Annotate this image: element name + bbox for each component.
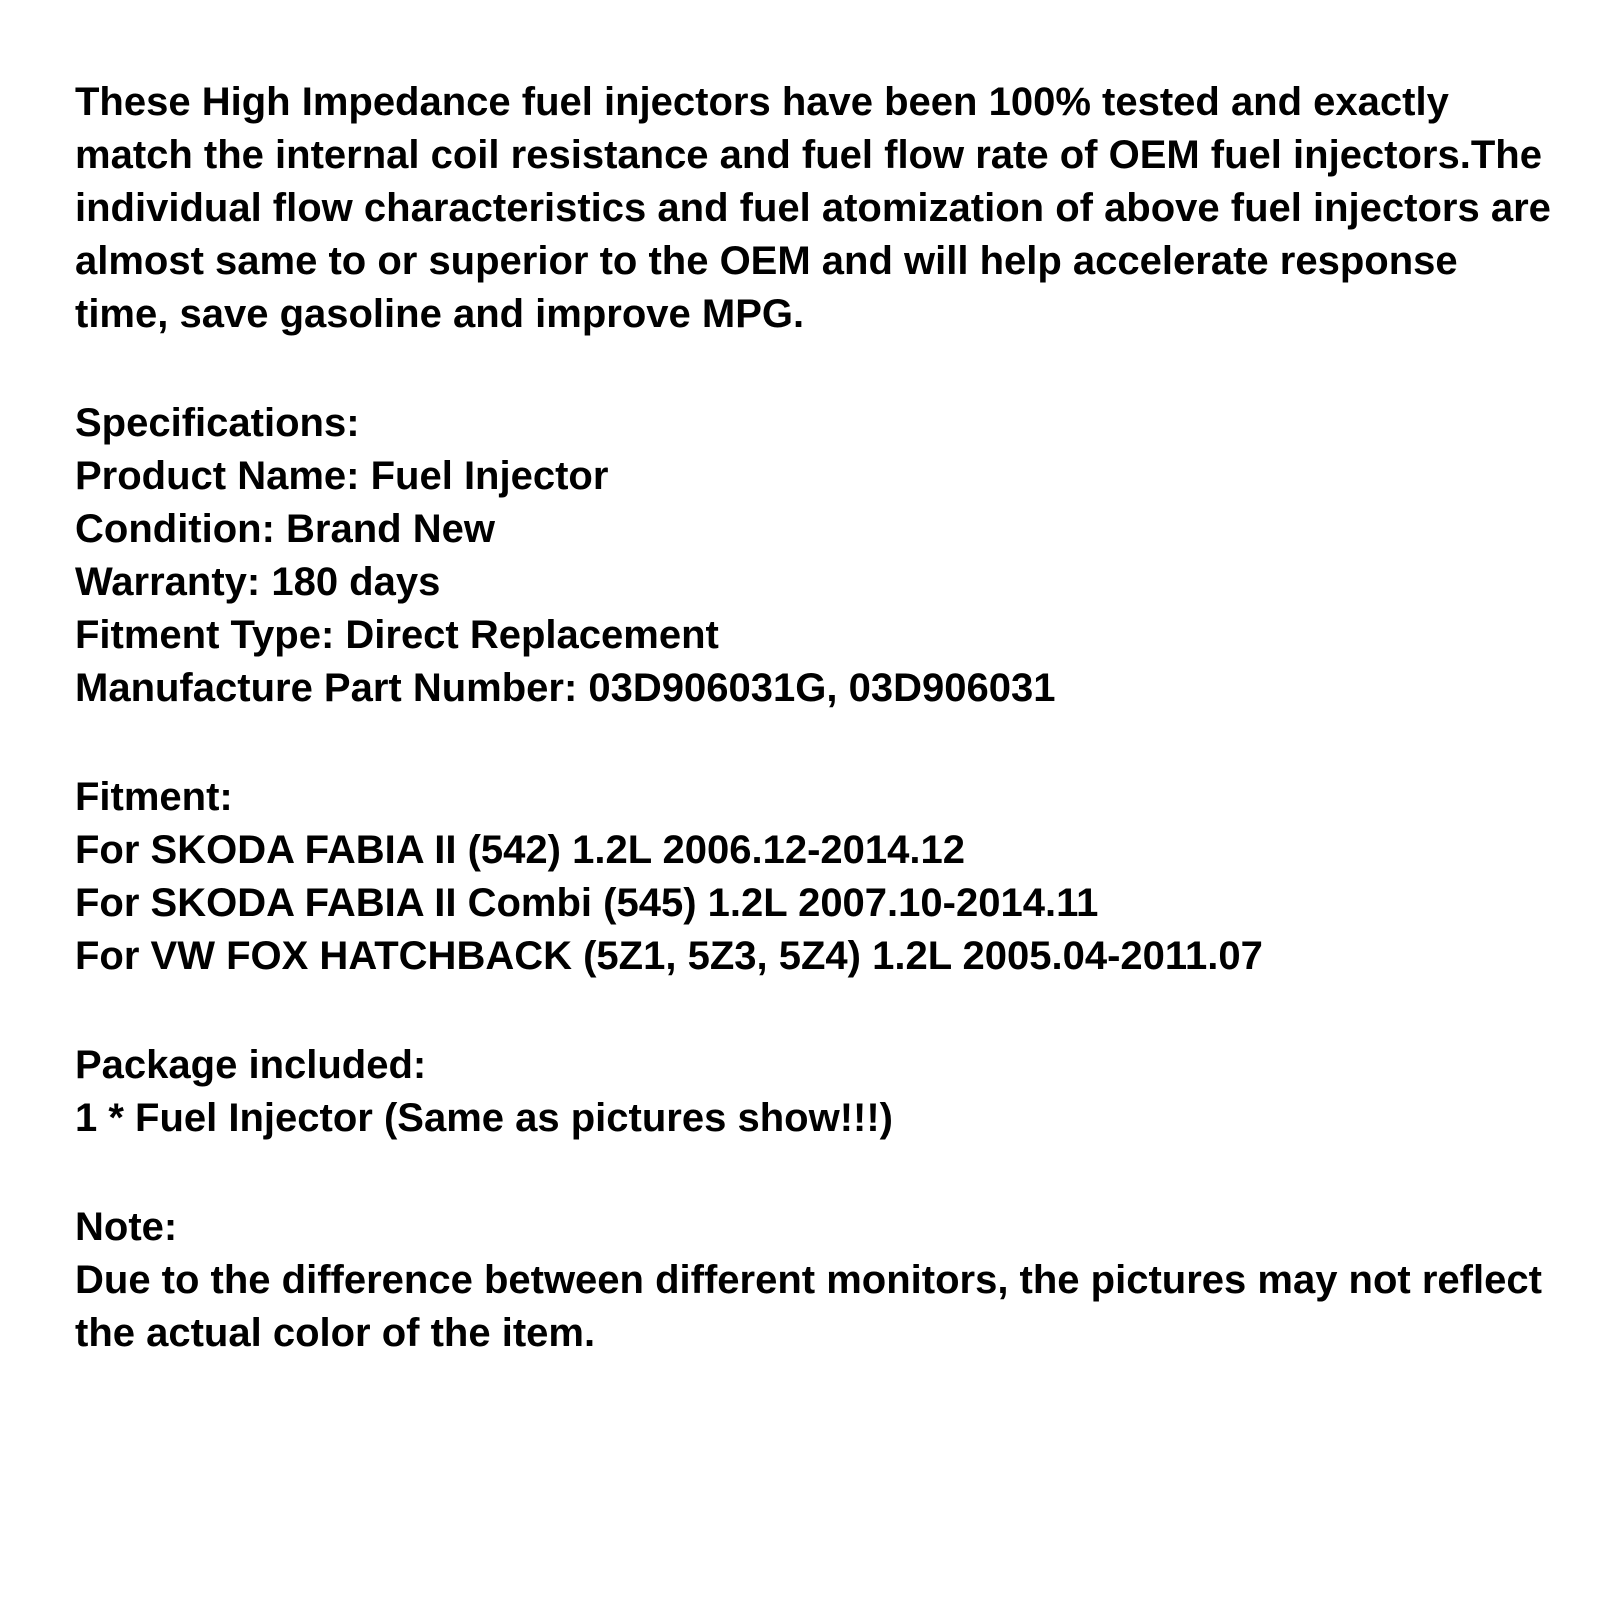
note-text: Due to the difference between different monitors, the pictures may not reflect — [75, 1258, 1542, 1302]
package-heading: Package included: — [75, 1043, 427, 1087]
text-line: time, save gasoline and improve MPG. — [75, 292, 805, 336]
fitment-entry: For SKODA FABIA II (542) 1.2L 2006.12-2014.12 — [75, 828, 966, 872]
paragraph-note — [75, 1201, 1540, 1360]
spec-part-number: Manufacture Part Number: 03D906031G, 03D906031 — [75, 666, 1056, 710]
paragraph-fitment — [75, 771, 1540, 983]
text-line: individual flow characteristics and fuel atomization of above fuel injectors are — [75, 186, 1551, 230]
paragraph-specifications — [75, 397, 1540, 715]
note-text: the actual color of the item. — [75, 1311, 596, 1355]
specifications-heading: Specifications: — [75, 401, 360, 445]
spec-fitment-type: Fitment Type: Direct Replacement — [75, 613, 719, 657]
spec-product-name: Product Name: Fuel Injector — [75, 454, 609, 498]
note-heading: Note: — [75, 1205, 178, 1249]
paragraph-intro — [75, 76, 1551, 341]
spec-warranty: Warranty: 180 days — [75, 560, 441, 604]
fitment-entry: For SKODA FABIA II Combi (545) 1.2L 2007.10-2014.11 — [75, 881, 1099, 925]
text-line: almost same to or superior to the OEM and will help accelerate response — [75, 239, 1458, 283]
text-line: match the internal coil resistance and fuel flow rate of OEM fuel injectors.The — [75, 133, 1542, 177]
spec-condition: Condition: Brand New — [75, 507, 495, 551]
package-entry: 1 * Fuel Injector (Same as pictures show!!!) — [75, 1096, 893, 1140]
text-line: These High Impedance fuel injectors have been 100% tested and exactly — [75, 80, 1449, 124]
paragraph-package-included — [75, 1039, 1540, 1145]
fitment-heading: Fitment: — [75, 775, 233, 819]
fitment-entry: For VW FOX HATCHBACK (5Z1, 5Z3, 5Z4) 1.2L 2005.04-2011.07 — [75, 934, 1263, 978]
